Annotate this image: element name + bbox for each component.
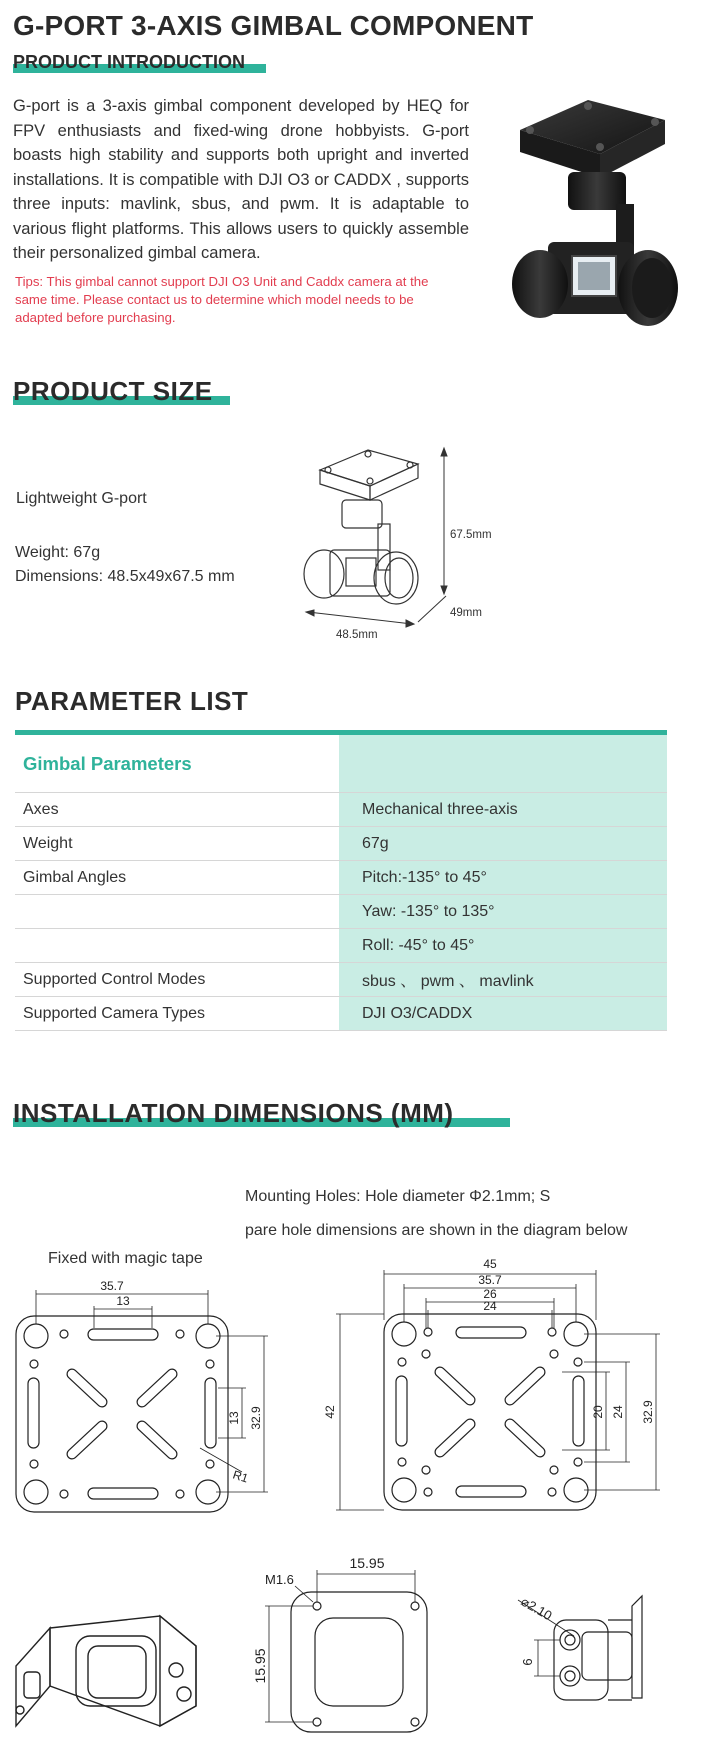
parameter-table (15, 730, 667, 1031)
side-dim-6: 6 (520, 1658, 535, 1666)
param-value: Roll: -45° to 45° (339, 929, 667, 962)
param-label: Supported Control Modes (23, 970, 206, 988)
table-header-row (15, 735, 667, 793)
mounting-hole-plate-drawing (323, 1250, 670, 1530)
mounting-note-line2: pare hole dimensions are shown in the diagram below (245, 1222, 628, 1239)
size-heading: PRODUCT SIZE (13, 376, 213, 406)
table-row (15, 963, 667, 997)
table-header-fill (339, 735, 667, 792)
right-dim-32-9: 32.9 (641, 1400, 655, 1424)
size-line-drawing (300, 440, 510, 640)
dim-width-label: 48.5mm (336, 629, 378, 641)
param-value: Pitch:-135° to 45° (339, 861, 667, 894)
mounting-note-line1: Mounting Holes: Hole diameter Φ2.1mm; S (245, 1188, 551, 1205)
table-row (15, 861, 667, 895)
right-dim-26: 26 (483, 1287, 497, 1301)
section-subtitle: PRODUCT INTRODUCTION (13, 52, 245, 72)
left-dim-32-9: 32.9 (249, 1406, 263, 1430)
right-dim-42: 42 (323, 1405, 337, 1419)
right-dim-35-7: 35.7 (478, 1273, 502, 1287)
side-bracket-drawing (510, 1586, 660, 1726)
side-dim-diameter: ⌀2.10 (518, 1593, 555, 1624)
params-heading: PARAMETER LIST (15, 686, 249, 716)
left-dim-13-vertical: 13 (227, 1411, 241, 1425)
table-title: Gimbal Parameters (23, 752, 192, 774)
square-dim-m1-6: M1.6 (265, 1572, 294, 1587)
right-dim-24-vertical: 24 (611, 1405, 625, 1419)
size-line-weight: Weight: 67g (15, 544, 101, 561)
param-label: Supported Camera Types (23, 1004, 206, 1022)
param-label: Gimbal Angles (23, 868, 127, 886)
left-dim-r1: R1 (231, 1467, 250, 1486)
page-title: G-PORT 3-AXIS GIMBAL COMPONENT (13, 10, 534, 41)
param-value: Mechanical three-axis (339, 793, 667, 826)
param-label: Axes (23, 800, 59, 818)
right-dim-20: 20 (591, 1405, 605, 1419)
param-value: Yaw: -135° to 135° (339, 895, 667, 928)
bracket-iso-drawing (10, 1576, 200, 1736)
magic-tape-plate-drawing (10, 1276, 280, 1526)
table-row (15, 793, 667, 827)
tips-note: Tips: This gimbal cannot support DJI O3 Unit and Caddx camera at the same time. Please contact us to determine which model needs to be adapted before purchasing. (15, 274, 429, 325)
square-dim-height: 15.95 (252, 1648, 268, 1684)
table-row (15, 929, 667, 963)
table-row (15, 827, 667, 861)
camera-mount-square-drawing (252, 1550, 445, 1745)
left-dim-13: 13 (116, 1294, 130, 1308)
right-dim-24: 24 (483, 1299, 497, 1313)
intro-paragraph: G-port is a 3-axis gimbal component developed by HEQ for FPV enthusiasts and fixed-wing drone hobbyists. G-port boasts high stability and supports both upright and inverted installations. It is compatible with DJI O3 or CADDX , supports three inputs: mavlink, sbus, and pwm. It is adaptable to various flight platforms. This allows users to quickly assemble their personalized gimbal camera. (13, 97, 469, 262)
param-value: 67g (339, 827, 667, 860)
left-dim-35-7: 35.7 (100, 1279, 124, 1293)
dim-height-label: 67.5mm (450, 529, 492, 541)
param-label (15, 929, 339, 962)
param-value: sbus 、 pwm 、 mavlink (339, 963, 667, 996)
size-line-dimensions: Dimensions: 48.5x49x67.5 mm (15, 568, 235, 585)
table-row (15, 895, 667, 929)
install-heading: INSTALLATION DIMENSIONS (MM) (13, 1098, 454, 1128)
param-value: DJI O3/CADDX (339, 997, 667, 1030)
gimbal-product-image (500, 92, 690, 350)
param-label: Weight (23, 834, 73, 852)
square-dim-width: 15.95 (349, 1555, 385, 1571)
magic-tape-label: Fixed with magic tape (48, 1250, 203, 1267)
dim-depth-label: 49mm (450, 607, 482, 619)
size-line-lightweight: Lightweight G-port (16, 490, 147, 507)
param-label (15, 895, 339, 928)
table-row (15, 997, 667, 1031)
right-dim-45: 45 (483, 1257, 497, 1271)
